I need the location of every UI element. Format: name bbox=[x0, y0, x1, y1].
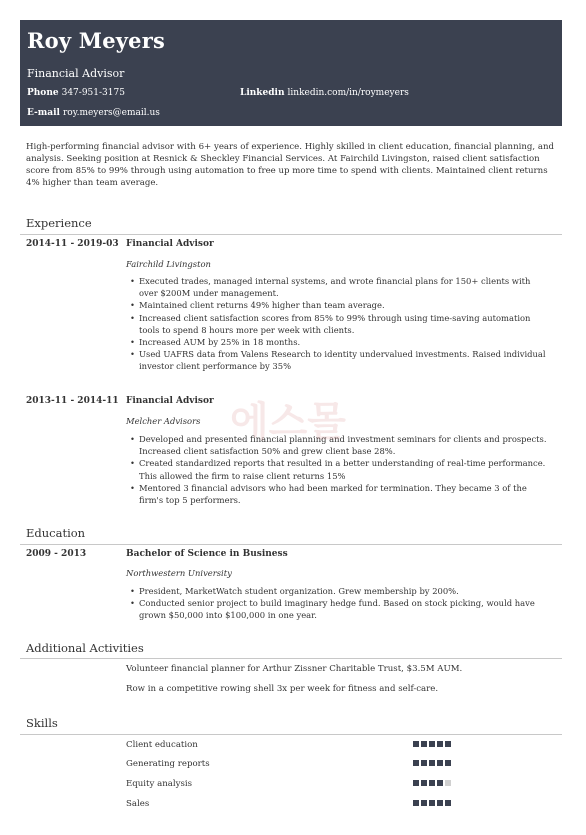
linkedin-link[interactable]: linkedin.com/in/roymeyers bbox=[287, 88, 409, 98]
rating-square bbox=[437, 780, 443, 786]
education-divider bbox=[20, 544, 562, 545]
rating-square bbox=[437, 800, 443, 806]
rating-square bbox=[429, 760, 435, 766]
degree-title: Bachelor of Science in Business bbox=[126, 549, 288, 559]
job-dates: 2014-11 - 2019-03 bbox=[26, 239, 119, 249]
activities-heading: Additional Activities bbox=[26, 641, 144, 655]
email-contact bbox=[27, 108, 160, 118]
list-item: • Conducted senior project to build imaginary hedge fund. Based on stock picking, would have grown $50,000 into $100,000 in one year. bbox=[130, 597, 550, 621]
candidate-name: Roy Meyers bbox=[27, 28, 166, 53]
skill-name: Generating reports bbox=[126, 759, 210, 769]
list-item: • Developed and presented financial planning and investment seminars for clients and prospects. Increased client satisfaction 50% and grew client base 28%. bbox=[130, 433, 550, 457]
list-item: • Executed trades, managed internal systems, and wrote financial plans for 150+ clients with over $200M under management. bbox=[130, 275, 550, 299]
job-company: Fairchild Livingston bbox=[126, 259, 211, 269]
rating-square bbox=[421, 780, 427, 786]
skill-name: Client education bbox=[126, 740, 198, 750]
rating-square bbox=[413, 760, 419, 766]
email-label: E-mail bbox=[27, 108, 60, 118]
resume-header bbox=[20, 20, 562, 126]
activity-item: Row in a competitive rowing shell 3x per week for fitness and self-care. bbox=[126, 684, 439, 694]
list-item: • Created standardized reports that resulted in a better understanding of real-time performance. This allowed the firm to raise client returns 15% bbox=[130, 457, 550, 481]
education-heading: Education bbox=[26, 526, 86, 540]
email-link[interactable]: roy.meyers@email.us bbox=[62, 108, 160, 118]
rating-square bbox=[437, 741, 443, 747]
job-company: Melcher Advisors bbox=[126, 416, 201, 426]
rating-square bbox=[421, 760, 427, 766]
job-dates: 2013-11 - 2014-11 bbox=[26, 396, 119, 406]
phone-label: Phone bbox=[27, 88, 59, 98]
rating-square bbox=[437, 760, 443, 766]
list-item: • President, MarketWatch student organization. Grew membership by 200%. bbox=[130, 585, 550, 597]
rating-square bbox=[421, 741, 427, 747]
experience-divider bbox=[20, 234, 562, 235]
job-title: Financial Advisor bbox=[126, 396, 214, 406]
skill-rating bbox=[413, 780, 451, 786]
skill-name: Equity analysis bbox=[126, 779, 193, 789]
phone-contact bbox=[27, 88, 125, 98]
linkedin-contact bbox=[240, 88, 409, 98]
rating-square bbox=[445, 741, 451, 747]
list-item: • Used UAFRS data from Valens Research to identity undervalued investments. Raised individual investor client performance by 35% bbox=[130, 348, 550, 372]
rating-square bbox=[429, 780, 435, 786]
list-item: • Maintained client returns 49% higher than team average. bbox=[130, 299, 550, 311]
list-item: • Mentored 3 financial advisors who had been marked for termination. They became 3 of the firm's top 5 performers. bbox=[130, 482, 550, 506]
skills-heading: Skills bbox=[26, 716, 58, 730]
candidate-title: Financial Advisor bbox=[27, 67, 125, 80]
rating-square bbox=[445, 760, 451, 766]
rating-square bbox=[413, 780, 419, 786]
rating-square bbox=[413, 800, 419, 806]
rating-square bbox=[413, 741, 419, 747]
rating-square bbox=[445, 800, 451, 806]
school-name: Northwestern University bbox=[126, 568, 232, 578]
linkedin-label: Linkedin bbox=[240, 88, 285, 98]
job-bullets bbox=[130, 275, 550, 373]
job-title: Financial Advisor bbox=[126, 239, 214, 249]
skills-divider bbox=[20, 734, 562, 735]
phone-value: 347-951-3175 bbox=[61, 88, 125, 98]
education-bullets bbox=[130, 585, 550, 622]
list-item: • Increased client satisfaction scores from 85% to 99% through using time-saving automation tools to spend 8 hours more per week with clients. bbox=[130, 312, 550, 336]
activity-item: Volunteer financial planner for Arthur Zissner Charitable Trust, $3.5M AUM. bbox=[126, 664, 463, 674]
education-dates: 2009 - 2013 bbox=[26, 549, 87, 559]
rating-square bbox=[445, 780, 451, 786]
watermark-logo: 에스몰 bbox=[230, 398, 346, 445]
rating-square bbox=[429, 741, 435, 747]
skill-name: Sales bbox=[126, 799, 150, 809]
skill-rating bbox=[413, 741, 451, 747]
list-item: • Increased AUM by 25% in 18 months. bbox=[130, 336, 550, 348]
skill-rating bbox=[413, 800, 451, 806]
skill-rating bbox=[413, 760, 451, 766]
summary-paragraph: High-performing financial advisor with 6+ years of experience. Highly skilled in client education, financial planning, and analysis. Seeking position at Resnick & Sheckley Financial Services. At Fairchild Livingston, raised client satisfaction score from 85% to 99% through using automation to free up more time to spend with clients. Maintained client returns 4% higher than team average. bbox=[26, 142, 555, 188]
rating-square bbox=[421, 800, 427, 806]
activities-divider bbox=[20, 658, 562, 659]
experience-heading: Experience bbox=[26, 216, 92, 230]
rating-square bbox=[429, 800, 435, 806]
